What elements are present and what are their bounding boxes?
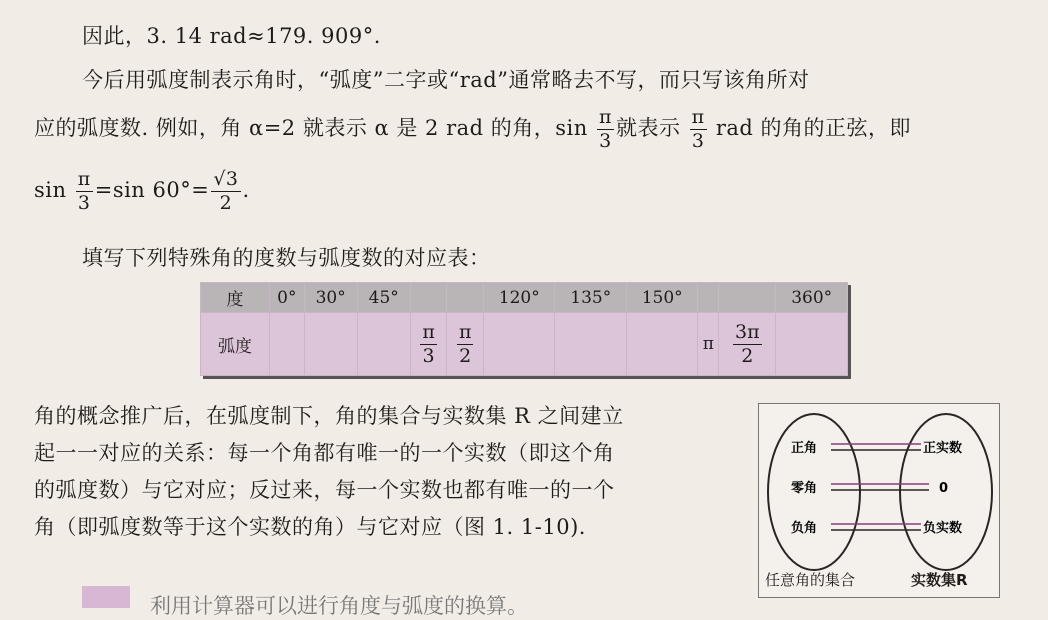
diagram-right-item: 负实数 xyxy=(923,521,963,536)
radian-cell xyxy=(555,313,626,376)
radian-cell xyxy=(698,313,719,376)
degree-radian-table xyxy=(200,282,848,376)
body-line-1: 角的概念推广后，在弧度制下，角的集合与实数集 R 之间建立 xyxy=(34,404,624,428)
radian-cell xyxy=(270,313,305,376)
diagram-right-caption: 实数集R xyxy=(911,571,968,589)
radian-cell xyxy=(357,313,410,376)
radian-cell xyxy=(304,313,357,376)
degree-cell: 150° xyxy=(626,283,697,313)
fraction-denominator: 2 xyxy=(741,344,754,367)
text-line-3-part-b: 就表示 xyxy=(615,116,681,140)
radian-fraction xyxy=(733,320,762,367)
radian-cell xyxy=(776,313,848,376)
fraction-numerator: π xyxy=(598,106,612,128)
radian-cell xyxy=(484,313,555,376)
fraction-numerator: π xyxy=(77,168,91,190)
diagram-left-item: 负角 xyxy=(791,521,818,536)
fraction-denominator: 2 xyxy=(219,192,233,214)
text-line-5: 填写下列特殊角的度数与弧度数的对应表： xyxy=(82,246,491,270)
radian-fraction xyxy=(420,320,437,367)
diagram-left-item: 正角 xyxy=(791,441,818,456)
fraction-numerator: √3 xyxy=(213,168,239,190)
fraction-pi-over-3 xyxy=(690,108,707,151)
radian-cell xyxy=(410,313,447,376)
radian-cell xyxy=(447,313,484,376)
degree-row-label: 度 xyxy=(201,283,270,313)
degree-cell: 120° xyxy=(484,283,555,313)
fraction-denominator: 3 xyxy=(77,192,91,214)
degree-cell xyxy=(698,283,719,313)
text-line-4 xyxy=(34,170,250,213)
diagram-left-caption: 任意角的集合 xyxy=(765,571,856,589)
radian-row-label: 弧度 xyxy=(201,313,270,376)
angle-real-number-diagram xyxy=(758,403,1000,598)
footer-text-partial: 利用计算器可以进行角度与弧度的换算。 xyxy=(150,594,528,618)
fraction-denominator: 3 xyxy=(422,344,435,367)
text-line-4-part-a: sin xyxy=(34,178,67,202)
degree-cell: 360° xyxy=(776,283,848,313)
text-line-1: 因此，3. 14 rad≈179. 909°. xyxy=(82,24,381,48)
body-line-4: 角（即弧度数等于这个实数的角）与它对应（图 1. 1-10). xyxy=(34,515,586,539)
degree-cell: 135° xyxy=(555,283,626,313)
fraction-denominator: 3 xyxy=(691,130,705,152)
diagram-right-item: 正实数 xyxy=(923,441,963,456)
fraction-numerator: π xyxy=(691,106,705,128)
degree-cell: 0° xyxy=(270,283,305,313)
fraction-pi-over-3 xyxy=(597,108,614,151)
degree-cell: 45° xyxy=(357,283,410,313)
text-line-4-part-b: =sin 60°= xyxy=(94,178,210,202)
radian-cell xyxy=(719,313,776,376)
fraction-sqrt3-over-2 xyxy=(211,170,240,213)
text-line-2: 今后用弧度制表示角时，“弧度”二字或“rad”通常略去不写，而只写该角所对 xyxy=(82,68,810,92)
degree-cell xyxy=(719,283,776,313)
text-line-3 xyxy=(34,108,911,151)
body-line-2: 起一一对应的关系：每一个角都有唯一的一个实数（即这个角 xyxy=(34,441,615,465)
radian-row xyxy=(201,313,848,376)
degree-cell xyxy=(447,283,484,313)
degree-cell: 30° xyxy=(304,283,357,313)
fraction-numerator: π xyxy=(422,320,435,343)
degree-cell xyxy=(410,283,447,313)
fraction-denominator: 3 xyxy=(599,130,612,152)
radian-fraction xyxy=(457,320,474,367)
fraction-denominator: 2 xyxy=(459,344,472,367)
body-line-3: 的弧度数）与它对应；反过来，每一个实数也都有唯一的一个 xyxy=(34,478,615,502)
diagram-right-item: 0 xyxy=(939,481,949,496)
fraction-pi-over-3 xyxy=(76,170,93,213)
fraction-numerator: π xyxy=(458,320,472,343)
radian-value: π xyxy=(702,334,714,354)
fraction-numerator: 3π xyxy=(735,320,760,343)
text-line-4-part-c: . xyxy=(242,178,250,202)
text-line-3-part-a: 应的弧度数. 例如，角 α=2 就表示 α 是 2 rad 的角，sin xyxy=(34,116,588,140)
radian-cell xyxy=(626,313,697,376)
diagram-left-item: 零角 xyxy=(791,481,818,496)
degree-row xyxy=(201,283,848,313)
pink-marker xyxy=(82,586,130,608)
text-line-3-part-c: rad 的角的正弦，即 xyxy=(715,116,912,140)
